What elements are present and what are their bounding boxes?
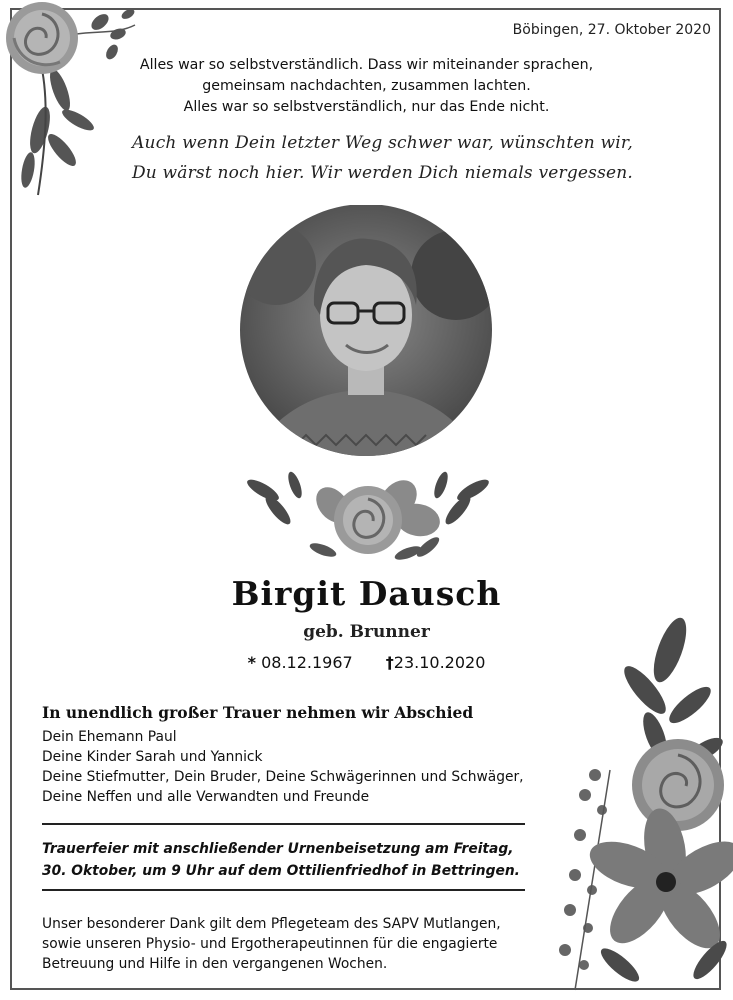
script-line: Auch wenn Dein letzter Weg schwer war, wünschten wir, [132, 133, 633, 153]
birth-symbol: * [247, 653, 256, 672]
mourner-line: Deine Stiefmutter, Dein Bruder, Deine Schwägerinnen und Schwäger, [42, 769, 524, 785]
funeral-service-notice [42, 838, 520, 882]
cross-icon: † [385, 653, 394, 672]
thanks-line: sowie unseren Physio- und Ergotherapeutinnen für die engagierte [42, 936, 498, 952]
service-line: Trauerfeier mit anschließender Urnenbeisetzung am Freitag, [42, 841, 514, 857]
thanks-text [42, 914, 501, 974]
death-date: †23.10.2020 [385, 653, 486, 672]
divider-top [42, 823, 525, 825]
poem [0, 55, 733, 118]
mourner-line: Dein Ehemann Paul [42, 729, 177, 745]
place-date: Böbingen, 27. Oktober 2020 [512, 22, 711, 38]
script-verse [0, 128, 733, 188]
poem-line: Alles war so selbstverständlich. Dass wir miteinander sprachen, [139, 57, 594, 73]
service-line: 30. Oktober, um 9 Uhr auf dem Ottilienfriedhof in Bettringen. [42, 863, 520, 879]
divider-bottom [42, 889, 525, 891]
poem-line: Alles war so selbstverständlich, nur das Ende nicht. [183, 99, 550, 115]
life-dates [0, 653, 733, 672]
mourner-line: Deine Kinder Sarah und Yannick [42, 749, 263, 765]
poem-line: gemeinsam nachdachten, zusammen lachten. [202, 78, 531, 94]
mourners-heading: In unendlich großer Trauer nehmen wir Abschied [42, 703, 474, 722]
mourners-list [42, 727, 524, 807]
maiden-name: geb. Brunner [303, 622, 430, 642]
thanks-line: Betreuung und Hilfe in den vergangenen Wochen. [42, 956, 388, 972]
mourner-line: Deine Neffen und alle Verwandten und Freunde [42, 789, 370, 805]
script-line: Du wärst noch hier. Wir werden Dich niemals vergessen. [131, 163, 634, 183]
portrait-photo [216, 205, 516, 485]
rose-wreath-icon [223, 465, 513, 575]
deceased-name: Birgit Dausch [231, 574, 502, 613]
thanks-line: Unser besonderer Dank gilt dem Pflegeteam des SAPV Mutlangen, [42, 916, 501, 932]
birth-date: * 08.12.1967 [247, 653, 353, 672]
